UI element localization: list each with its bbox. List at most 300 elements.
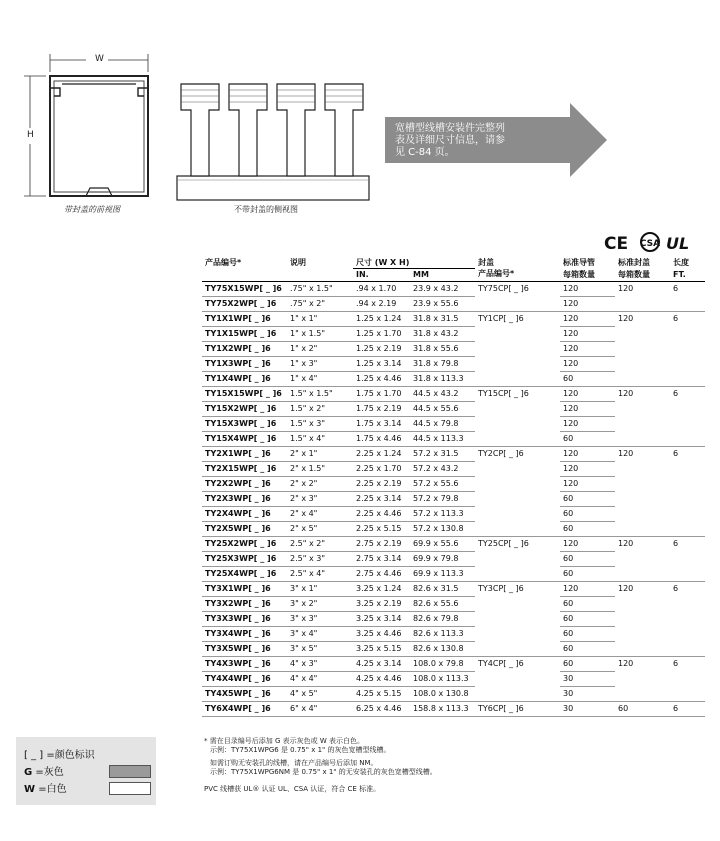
dimension-mm-cell: 31.8 x 79.8 <box>410 357 475 372</box>
cover-part-cell: TY15CP[ _ ]6 <box>475 387 560 402</box>
std-cover-qty-cell <box>615 417 670 432</box>
dimension-in-cell: 2.25 x 3.14 <box>353 492 410 507</box>
table-row <box>202 582 705 597</box>
std-duct-qty-cell: 30 <box>560 672 615 687</box>
dimension-mm-cell: 82.6 x 31.5 <box>410 582 475 597</box>
dimension-in-cell: 6.25 x 4.46 <box>353 702 410 717</box>
cover-part-cell <box>475 522 560 537</box>
legend-white-label: =白色 <box>35 784 67 795</box>
dimension-mm-cell: 57.2 x 31.5 <box>410 447 475 462</box>
cover-part-cell <box>475 612 560 627</box>
part-number-cell: TY15X2WP[ _ ]6 <box>202 402 287 417</box>
length-cell <box>670 552 705 567</box>
ce-mark: CE <box>604 234 629 253</box>
table-row <box>202 447 705 462</box>
length-cell <box>670 672 705 687</box>
cover-part-cell <box>475 687 560 702</box>
description-cell: 1" x 1" <box>287 312 353 327</box>
std-duct-qty-cell: 60 <box>560 507 615 522</box>
std-cover-qty-cell: 120 <box>615 312 670 327</box>
description-cell: 1.5" x 3" <box>287 417 353 432</box>
table-row <box>202 372 705 387</box>
part-number-cell: TY3X1WP[ _ ]6 <box>202 582 287 597</box>
std-cover-qty-cell <box>615 687 670 702</box>
table-row <box>202 477 705 492</box>
cover-part-cell: TY3CP[ _ ]6 <box>475 582 560 597</box>
description-cell: 4" x 4" <box>287 672 353 687</box>
svg-text:CSA: CSA <box>639 239 661 249</box>
std-cover-qty-cell <box>615 477 670 492</box>
part-number-cell: TY2X1WP[ _ ]6 <box>202 447 287 462</box>
std-duct-qty-cell: 120 <box>560 477 615 492</box>
dimension-in-cell: 1.75 x 3.14 <box>353 417 410 432</box>
dimension-in-cell: 2.75 x 4.46 <box>353 567 410 582</box>
reference-note-line: 见 C-84 页。 <box>395 147 455 158</box>
dimension-in-cell: 3.25 x 3.14 <box>353 612 410 627</box>
dimension-mm-cell: 23.9 x 55.6 <box>410 297 475 312</box>
std-duct-qty-cell: 120 <box>560 537 615 552</box>
product-table <box>202 256 705 717</box>
white-swatch <box>109 782 151 795</box>
table-row <box>202 312 705 327</box>
cover-part-cell: TY4CP[ _ ]6 <box>475 657 560 672</box>
dimension-in-cell: 1.25 x 1.70 <box>353 327 410 342</box>
dimension-in-cell: 2.75 x 2.19 <box>353 537 410 552</box>
description-cell: 2" x 2" <box>287 477 353 492</box>
description-cell: 3" x 2" <box>287 597 353 612</box>
description-cell: 2" x 5" <box>287 522 353 537</box>
std-duct-qty-cell: 120 <box>560 462 615 477</box>
table-row <box>202 672 705 687</box>
cover-part-cell <box>475 477 560 492</box>
header-length: 长度 <box>673 258 689 267</box>
dimension-mm-cell: 108.0 x 79.8 <box>410 657 475 672</box>
cover-part-cell <box>475 552 560 567</box>
table-row <box>202 657 705 672</box>
std-cover-qty-cell: 120 <box>615 657 670 672</box>
std-duct-qty-cell: 60 <box>560 552 615 567</box>
description-cell: 1" x 3" <box>287 357 353 372</box>
front-view-caption: 带封盖的前视图 <box>64 205 120 214</box>
table-row <box>202 342 705 357</box>
dimension-mm-cell: 57.2 x 55.6 <box>410 477 475 492</box>
length-cell <box>670 417 705 432</box>
std-duct-qty-cell: 120 <box>560 357 615 372</box>
std-duct-qty-cell: 120 <box>560 582 615 597</box>
part-number-cell: TY25X3WP[ _ ]6 <box>202 552 287 567</box>
cover-part-cell <box>475 417 560 432</box>
dimension-mm-cell: 57.2 x 113.3 <box>410 507 475 522</box>
part-number-cell: TY25X4WP[ _ ]6 <box>202 567 287 582</box>
dimension-mm-cell: 44.5 x 113.3 <box>410 432 475 447</box>
table-row <box>202 702 705 717</box>
length-cell <box>670 567 705 582</box>
length-cell <box>670 492 705 507</box>
legend-gray-code: G <box>24 767 33 778</box>
legend-title: [ _ ] =颜色标识 <box>24 750 95 761</box>
height-label: H <box>27 130 34 140</box>
dimension-mm-cell: 82.6 x 130.8 <box>410 642 475 657</box>
dimension-in-cell: 4.25 x 5.15 <box>353 687 410 702</box>
length-cell <box>670 297 705 312</box>
part-number-cell: TY3X2WP[ _ ]6 <box>202 597 287 612</box>
header-std-duct-qty: 每箱数量 <box>563 269 595 279</box>
std-cover-qty-cell <box>615 462 670 477</box>
std-cover-qty-cell <box>615 372 670 387</box>
part-number-cell: TY3X4WP[ _ ]6 <box>202 627 287 642</box>
header-part-number: 产品编号* <box>205 258 242 267</box>
dimension-in-cell: 2.25 x 5.15 <box>353 522 410 537</box>
cover-part-cell <box>475 627 560 642</box>
length-cell <box>670 627 705 642</box>
length-cell <box>670 612 705 627</box>
dimension-in-cell: 1.75 x 2.19 <box>353 402 410 417</box>
std-duct-qty-cell: 120 <box>560 297 615 312</box>
part-number-cell: TY4X4WP[ _ ]6 <box>202 672 287 687</box>
cover-part-cell <box>475 342 560 357</box>
cover-part-cell <box>475 327 560 342</box>
std-cover-qty-cell <box>615 642 670 657</box>
dimension-in-cell: 3.25 x 2.19 <box>353 597 410 612</box>
cover-part-cell <box>475 507 560 522</box>
part-number-cell: TY75X2WP[ _ ]6 <box>202 297 287 312</box>
dimension-in-cell: .94 x 2.19 <box>353 297 410 312</box>
std-cover-qty-cell <box>615 612 670 627</box>
description-cell: 3" x 1" <box>287 582 353 597</box>
table-row <box>202 432 705 447</box>
dimension-in-cell: 3.25 x 5.15 <box>353 642 410 657</box>
std-cover-qty-cell: 120 <box>615 387 670 402</box>
certification-marks <box>604 231 704 253</box>
std-cover-qty-cell: 60 <box>615 702 670 717</box>
part-number-cell: TY1X15WP[ _ ]6 <box>202 327 287 342</box>
footnote: 示例：TY75X1WPG6 是 0.75" x 1" 的灰色宽槽型线槽。 <box>210 746 391 754</box>
std-cover-qty-cell: 120 <box>615 282 670 297</box>
cover-part-cell <box>475 567 560 582</box>
length-cell <box>670 402 705 417</box>
part-number-cell: TY1X2WP[ _ ]6 <box>202 342 287 357</box>
length-cell: 6 <box>670 582 705 597</box>
description-cell: 6" x 4" <box>287 702 353 717</box>
table-row <box>202 402 705 417</box>
dimension-mm-cell: 31.8 x 43.2 <box>410 327 475 342</box>
header-dimensions: 尺寸 (W X H) <box>353 256 475 269</box>
std-duct-qty-cell: 120 <box>560 327 615 342</box>
description-cell: 2.5" x 3" <box>287 552 353 567</box>
length-cell: 6 <box>670 447 705 462</box>
footnote: PVC 线槽获 UL® 认证 UL、CSA 认证，符合 CE 标准。 <box>204 785 381 793</box>
dimension-mm-cell: 82.6 x 113.3 <box>410 627 475 642</box>
dimension-in-cell: .94 x 1.70 <box>353 282 410 297</box>
description-cell: .75" x 1.5" <box>287 282 353 297</box>
length-cell: 6 <box>670 537 705 552</box>
description-cell: 1.5" x 2" <box>287 402 353 417</box>
legend-gray-label: =灰色 <box>32 767 64 778</box>
dimension-in-cell: 2.25 x 4.46 <box>353 507 410 522</box>
length-cell: 6 <box>670 702 705 717</box>
part-number-cell: TY3X5WP[ _ ]6 <box>202 642 287 657</box>
part-number-cell: TY75X15WP[ _ ]6 <box>202 282 287 297</box>
cover-part-cell <box>475 642 560 657</box>
header-cover-part: 产品编号* <box>478 268 515 278</box>
length-cell <box>670 477 705 492</box>
cover-part-cell <box>475 492 560 507</box>
table-row <box>202 537 705 552</box>
std-duct-qty-cell: 120 <box>560 402 615 417</box>
header-dim-in: IN. <box>356 270 369 279</box>
table-row <box>202 507 705 522</box>
std-cover-qty-cell <box>615 522 670 537</box>
std-duct-qty-cell: 120 <box>560 312 615 327</box>
description-cell: 2.5" x 4" <box>287 567 353 582</box>
table-row <box>202 687 705 702</box>
cover-part-cell <box>475 672 560 687</box>
std-duct-qty-cell: 60 <box>560 432 615 447</box>
footnote: 如需订购无安装孔的线槽，请在产品编号后添加 NM。 <box>210 759 378 767</box>
part-number-cell: TY4X3WP[ _ ]6 <box>202 657 287 672</box>
reference-note-line: 表及详细尺寸信息，请参 <box>395 135 505 146</box>
part-number-cell: TY2X4WP[ _ ]6 <box>202 507 287 522</box>
part-number-cell: TY1X3WP[ _ ]6 <box>202 357 287 372</box>
length-cell <box>670 357 705 372</box>
std-duct-qty-cell: 60 <box>560 657 615 672</box>
std-duct-qty-cell: 120 <box>560 342 615 357</box>
dimension-mm-cell: 69.9 x 55.6 <box>410 537 475 552</box>
cover-part-cell: TY2CP[ _ ]6 <box>475 447 560 462</box>
std-duct-qty-cell: 120 <box>560 282 615 297</box>
csa-mark <box>640 233 660 251</box>
legend-white <box>24 780 67 795</box>
cover-part-cell <box>475 357 560 372</box>
part-number-cell: TY2X15WP[ _ ]6 <box>202 462 287 477</box>
std-cover-qty-cell <box>615 342 670 357</box>
dimension-in-cell: 2.25 x 1.70 <box>353 462 410 477</box>
description-cell: 2" x 1" <box>287 447 353 462</box>
std-duct-qty-cell: 120 <box>560 417 615 432</box>
std-cover-qty-cell: 120 <box>615 537 670 552</box>
header-std-duct: 标准导管 <box>563 258 595 267</box>
dimension-mm-cell: 31.8 x 55.6 <box>410 342 475 357</box>
table-row <box>202 612 705 627</box>
header-description: 说明 <box>290 258 306 267</box>
length-cell <box>670 642 705 657</box>
part-number-cell: TY2X2WP[ _ ]6 <box>202 477 287 492</box>
table-row <box>202 297 705 312</box>
length-cell <box>670 507 705 522</box>
description-cell: 2" x 4" <box>287 507 353 522</box>
description-cell: 4" x 5" <box>287 687 353 702</box>
description-cell: 2" x 1.5" <box>287 462 353 477</box>
part-number-cell: TY3X3WP[ _ ]6 <box>202 612 287 627</box>
std-cover-qty-cell <box>615 327 670 342</box>
length-cell: 6 <box>670 387 705 402</box>
header-dim-mm: MM <box>413 270 429 279</box>
dimension-mm-cell: 69.9 x 113.3 <box>410 567 475 582</box>
reference-note-line: 宽槽型线槽安装件完整列 <box>395 123 505 134</box>
cover-part-cell: TY75CP[ _ ]6 <box>475 282 560 297</box>
std-duct-qty-cell: 60 <box>560 372 615 387</box>
part-number-cell: TY6X4WP[ _ ]6 <box>202 702 287 717</box>
cover-part-cell <box>475 297 560 312</box>
dimension-mm-cell: 57.2 x 130.8 <box>410 522 475 537</box>
dimension-mm-cell: 23.9 x 43.2 <box>410 282 475 297</box>
std-duct-qty-cell: 60 <box>560 597 615 612</box>
std-duct-qty-cell: 120 <box>560 387 615 402</box>
part-number-cell: TY2X3WP[ _ ]6 <box>202 492 287 507</box>
length-cell <box>670 372 705 387</box>
dimension-in-cell: 2.75 x 3.14 <box>353 552 410 567</box>
std-duct-qty-cell: 30 <box>560 687 615 702</box>
std-cover-qty-cell <box>615 597 670 612</box>
dimension-in-cell: 4.25 x 3.14 <box>353 657 410 672</box>
color-legend <box>16 737 156 805</box>
table-row <box>202 642 705 657</box>
part-number-cell: TY25X2WP[ _ ]6 <box>202 537 287 552</box>
description-cell: .75" x 2" <box>287 297 353 312</box>
length-cell: 6 <box>670 657 705 672</box>
dimension-in-cell: 4.25 x 4.46 <box>353 672 410 687</box>
dimension-in-cell: 1.25 x 2.19 <box>353 342 410 357</box>
std-duct-qty-cell: 60 <box>560 642 615 657</box>
std-cover-qty-cell <box>615 432 670 447</box>
table-row <box>202 597 705 612</box>
dimension-in-cell: 1.25 x 4.46 <box>353 372 410 387</box>
table-row <box>202 462 705 477</box>
side-view-caption: 不带封盖的侧视图 <box>234 205 298 214</box>
dimension-in-cell: 3.25 x 4.46 <box>353 627 410 642</box>
cover-part-cell <box>475 372 560 387</box>
part-number-cell: TY2X5WP[ _ ]6 <box>202 522 287 537</box>
length-cell <box>670 342 705 357</box>
cover-part-cell: TY25CP[ _ ]6 <box>475 537 560 552</box>
dimension-in-cell: 1.75 x 1.70 <box>353 387 410 402</box>
length-cell <box>670 597 705 612</box>
cover-part-cell <box>475 432 560 447</box>
cover-part-cell <box>475 462 560 477</box>
dimension-mm-cell: 44.5 x 55.6 <box>410 402 475 417</box>
dimension-mm-cell: 31.8 x 31.5 <box>410 312 475 327</box>
length-cell <box>670 432 705 447</box>
description-cell: 2" x 3" <box>287 492 353 507</box>
footnotes <box>204 737 437 794</box>
part-number-cell: TY1X4WP[ _ ]6 <box>202 372 287 387</box>
footnote: * 需在目录编号后添加 G 表示灰色或 W 表示白色。 <box>204 737 364 745</box>
table-row <box>202 627 705 642</box>
table-row <box>202 357 705 372</box>
table-row <box>202 492 705 507</box>
dimension-mm-cell: 31.8 x 113.3 <box>410 372 475 387</box>
gray-swatch <box>109 765 151 778</box>
description-cell: 1.5" x 1.5" <box>287 387 353 402</box>
std-cover-qty-cell <box>615 672 670 687</box>
product-table-body <box>202 282 705 717</box>
std-duct-qty-cell: 120 <box>560 447 615 462</box>
description-cell: 1" x 2" <box>287 342 353 357</box>
cover-part-cell: TY1CP[ _ ]6 <box>475 312 560 327</box>
dimension-mm-cell: 44.5 x 43.2 <box>410 387 475 402</box>
description-cell: 1.5" x 4" <box>287 432 353 447</box>
length-cell <box>670 687 705 702</box>
header-std-cover-qty: 每箱数量 <box>618 269 650 279</box>
width-label: W <box>95 54 104 64</box>
description-cell: 3" x 4" <box>287 627 353 642</box>
footnote: 示例：TY75X1WPG6NM 是 0.75" x 1" 的无安装孔的灰色宽槽型线槽。 <box>210 768 437 776</box>
dimension-mm-cell: 158.8 x 113.3 <box>410 702 475 717</box>
legend-gray <box>24 763 64 778</box>
std-duct-qty-cell: 60 <box>560 612 615 627</box>
description-cell: 3" x 5" <box>287 642 353 657</box>
std-cover-qty-cell <box>615 402 670 417</box>
description-cell: 4" x 3" <box>287 657 353 672</box>
std-cover-qty-cell <box>615 357 670 372</box>
std-duct-qty-cell: 60 <box>560 567 615 582</box>
length-cell <box>670 327 705 342</box>
std-cover-qty-cell <box>615 567 670 582</box>
dimension-mm-cell: 82.6 x 55.6 <box>410 597 475 612</box>
std-cover-qty-cell <box>615 627 670 642</box>
cover-part-cell: TY6CP[ _ ]6 <box>475 702 560 717</box>
part-number-cell: TY15X4WP[ _ ]6 <box>202 432 287 447</box>
dimension-mm-cell: 57.2 x 79.8 <box>410 492 475 507</box>
std-cover-qty-cell: 120 <box>615 447 670 462</box>
table-row <box>202 387 705 402</box>
table-row <box>202 567 705 582</box>
dimension-in-cell: 1.25 x 1.24 <box>353 312 410 327</box>
description-cell: 3" x 3" <box>287 612 353 627</box>
table-row <box>202 417 705 432</box>
dimension-in-cell: 2.25 x 1.24 <box>353 447 410 462</box>
dimension-mm-cell: 44.5 x 79.8 <box>410 417 475 432</box>
std-cover-qty-cell <box>615 507 670 522</box>
dimension-in-cell: 1.25 x 3.14 <box>353 357 410 372</box>
table-row <box>202 282 705 297</box>
std-duct-qty-cell: 60 <box>560 492 615 507</box>
header-length-unit: FT. <box>673 269 686 279</box>
std-cover-qty-cell <box>615 297 670 312</box>
dimension-in-cell: 2.25 x 2.19 <box>353 477 410 492</box>
part-number-cell: TY1X1WP[ _ ]6 <box>202 312 287 327</box>
table-row <box>202 552 705 567</box>
dimension-in-cell: 1.75 x 4.46 <box>353 432 410 447</box>
std-cover-qty-cell: 120 <box>615 582 670 597</box>
cover-part-cell <box>475 402 560 417</box>
dimension-in-cell: 3.25 x 1.24 <box>353 582 410 597</box>
std-cover-qty-cell <box>615 492 670 507</box>
side-view-drawing <box>175 76 375 206</box>
std-duct-qty-cell: 30 <box>560 702 615 717</box>
description-cell: 1" x 4" <box>287 372 353 387</box>
part-number-cell: TY4X5WP[ _ ]6 <box>202 687 287 702</box>
std-cover-qty-cell <box>615 552 670 567</box>
length-cell <box>670 522 705 537</box>
part-number-cell: TY15X15WP[ _ ]6 <box>202 387 287 402</box>
header-cover: 封盖 <box>478 258 494 267</box>
length-cell <box>670 462 705 477</box>
header-std-cover: 标准封盖 <box>618 258 650 267</box>
length-cell: 6 <box>670 312 705 327</box>
cover-part-cell <box>475 597 560 612</box>
ul-mark: UL <box>666 234 690 253</box>
description-cell: 2.5" x 2" <box>287 537 353 552</box>
legend-white-code: W <box>24 784 36 795</box>
std-duct-qty-cell: 60 <box>560 627 615 642</box>
table-row <box>202 327 705 342</box>
dimension-mm-cell: 108.0 x 113.3 <box>410 672 475 687</box>
dimension-mm-cell: 69.9 x 79.8 <box>410 552 475 567</box>
length-cell: 6 <box>670 282 705 297</box>
std-duct-qty-cell: 60 <box>560 522 615 537</box>
dimension-mm-cell: 108.0 x 130.8 <box>410 687 475 702</box>
